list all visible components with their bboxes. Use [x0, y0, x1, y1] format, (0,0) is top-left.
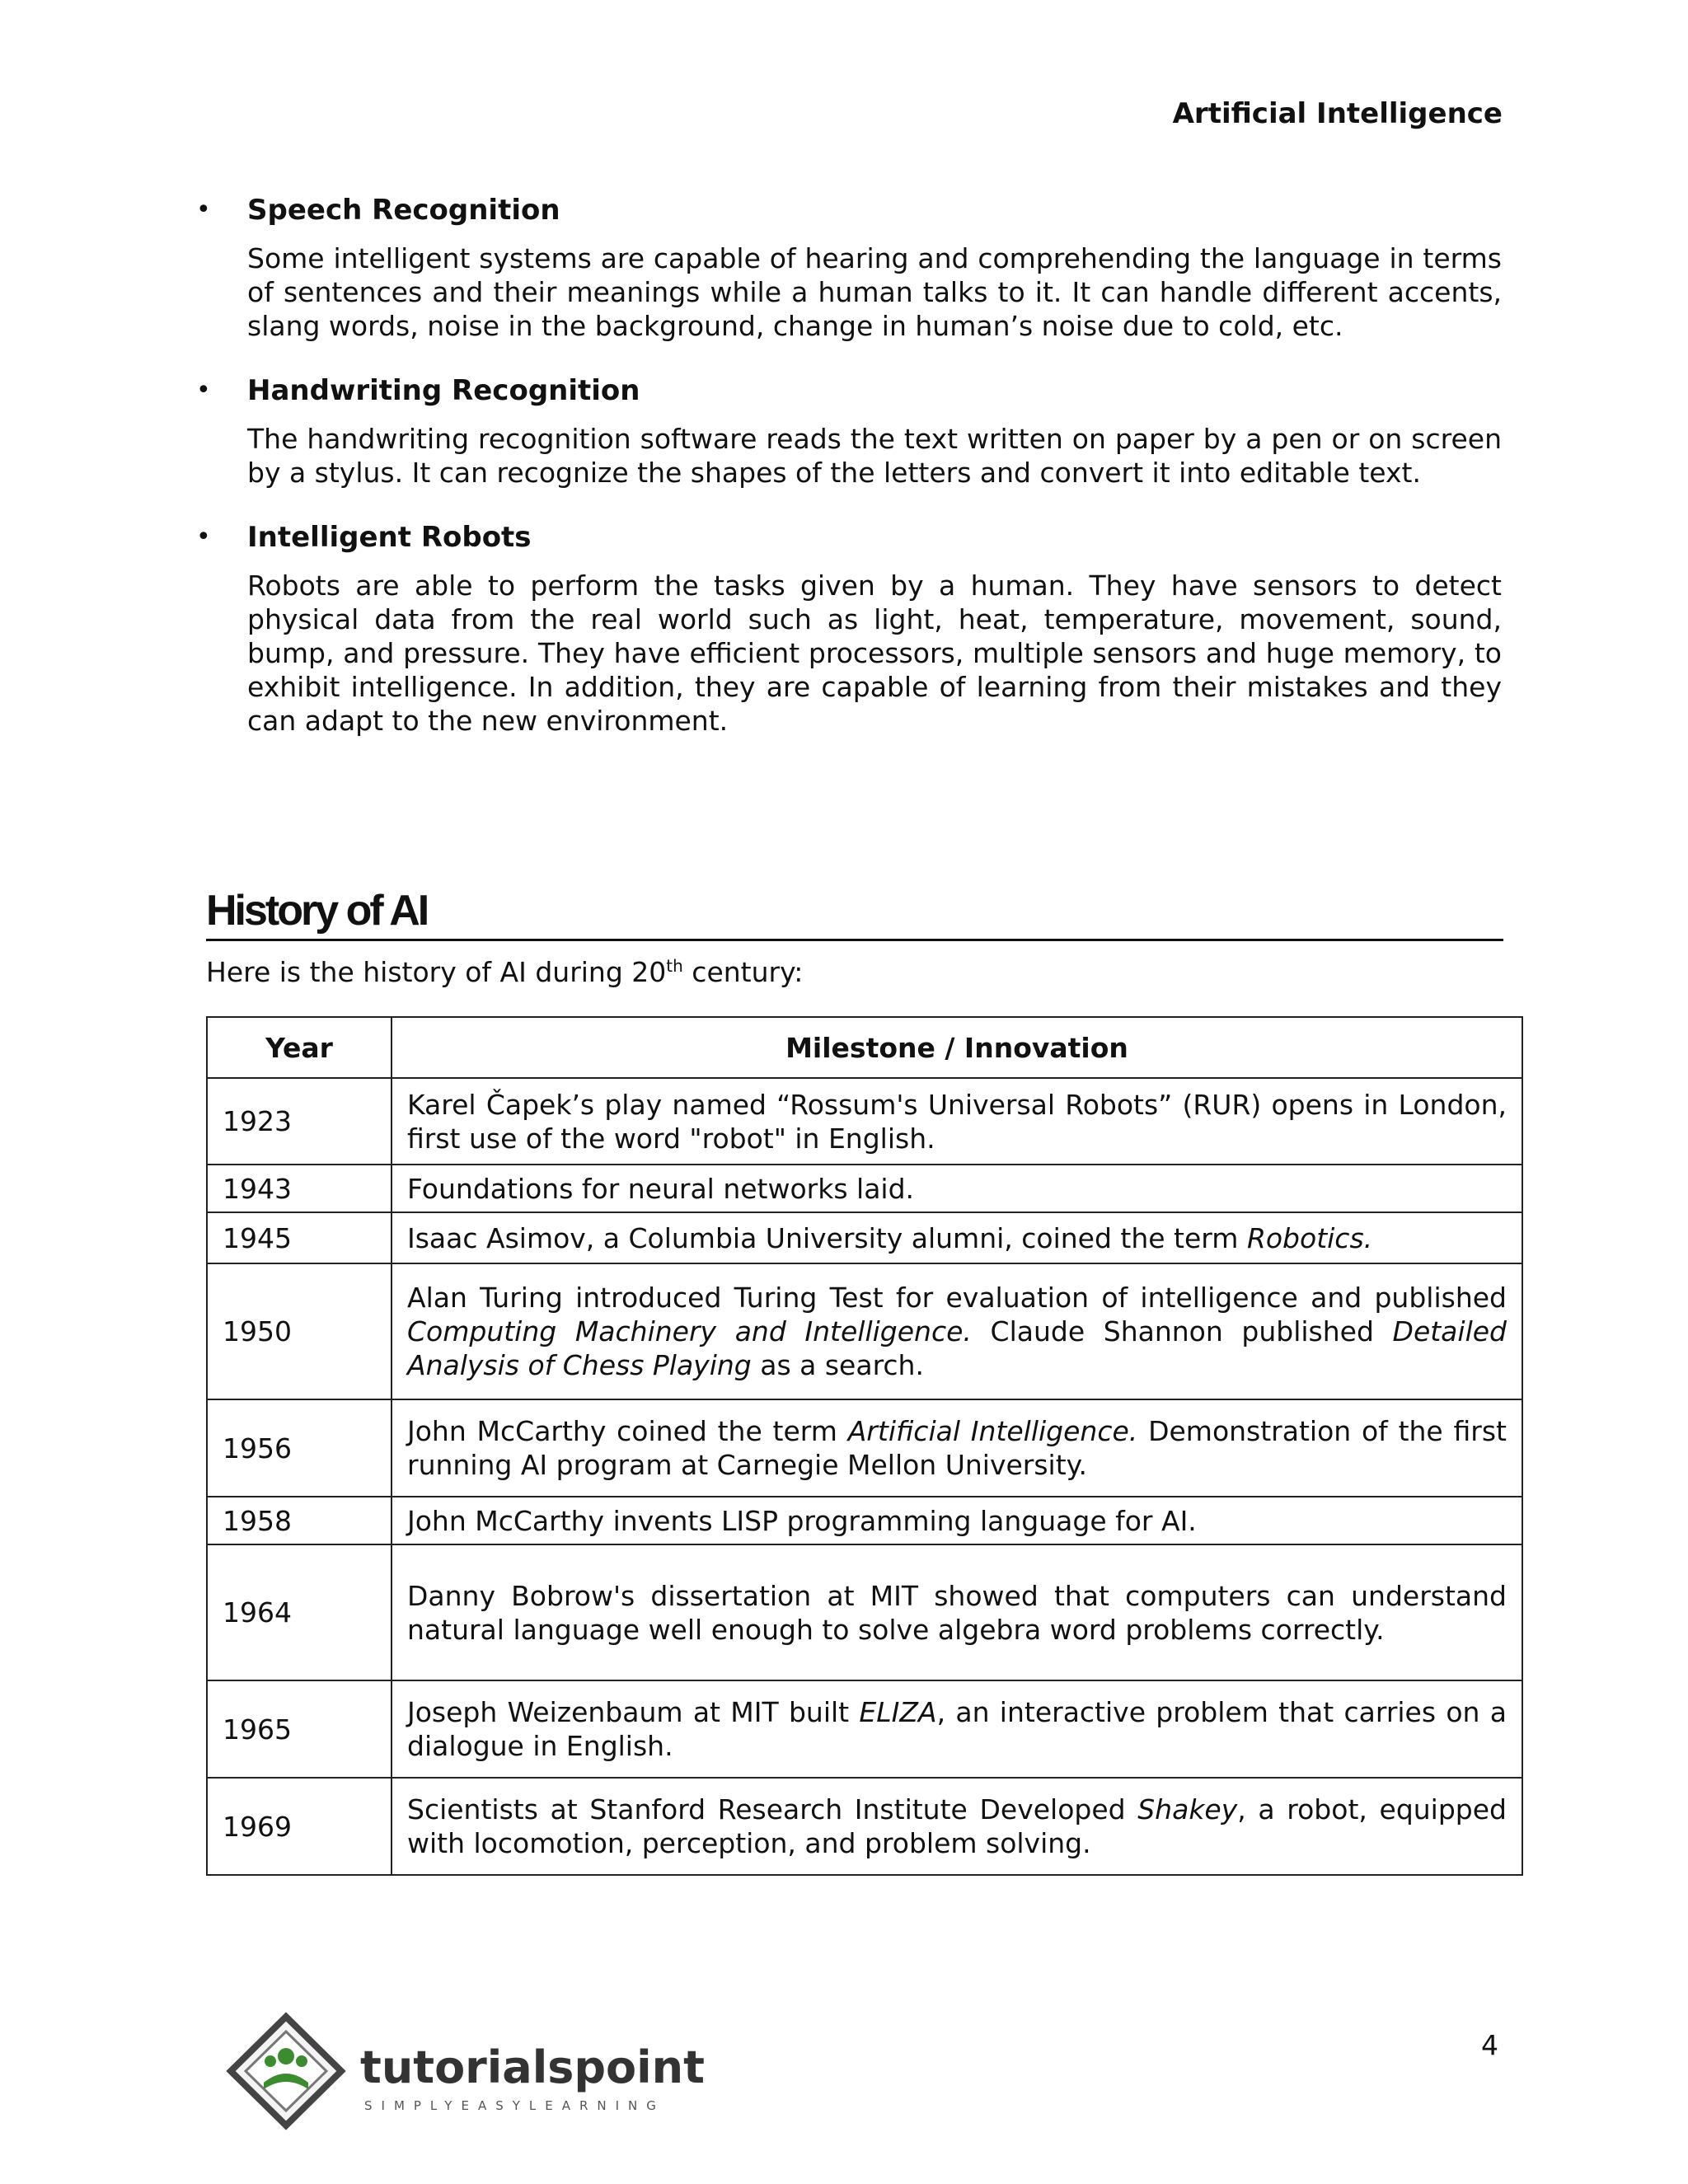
milestone-italic-text: Detailed Analysis of Chess Playing	[407, 1315, 1507, 1381]
milestone-cell	[392, 1497, 1522, 1544]
intro-text: Here is the history of AI during 20	[206, 956, 667, 988]
page-number: 4	[1481, 2029, 1498, 2061]
table-row	[207, 1778, 1522, 1875]
bullet-icon: •	[196, 523, 211, 551]
bullet-icon: •	[196, 195, 211, 224]
bullet-list	[196, 194, 1502, 769]
milestone-cell	[392, 1399, 1522, 1497]
table-row	[207, 1399, 1522, 1497]
milestone-italic-text: Computing Machinery and Intelligence.	[407, 1315, 972, 1347]
logo-diamond-icon	[231, 2017, 341, 2125]
milestone-cell	[392, 1212, 1522, 1263]
year-cell: 1965	[207, 1680, 392, 1778]
tutorialspoint-logo	[216, 2007, 727, 2130]
year-cell: 1923	[207, 1078, 392, 1165]
table-header-row	[207, 1017, 1522, 1078]
milestone-text: Danny Bobrow's dissertation at MIT showed that computers can understand natural language well enough to solve algebra word problems correctly.	[407, 1579, 1507, 1646]
milestone-cell	[392, 1680, 1522, 1778]
milestone-text: , an interactive problem that carries on a dialogue in English.	[407, 1696, 1507, 1762]
milestone-cell	[392, 1165, 1522, 1212]
year-cell: 1969	[207, 1778, 392, 1875]
year-cell: 1943	[207, 1165, 392, 1212]
milestone-text: John McCarthy coined the term	[407, 1415, 848, 1447]
milestone-text: Alan Turing introduced Turing Test for evaluation of intelligence and published	[407, 1282, 1507, 1314]
milestone-italic-text: ELIZA	[859, 1696, 937, 1728]
milestone-cell	[392, 1078, 1522, 1165]
history-intro	[206, 956, 803, 988]
milestone-text: Scientists at Stanford Research Institute Developed	[407, 1793, 1138, 1825]
milestone-text: , a robot, equipped with locomotion, perception, and problem solving.	[407, 1793, 1507, 1859]
intro-text-end: century:	[682, 956, 804, 988]
milestone-italic-text: Shakey	[1137, 1793, 1238, 1825]
year-cell: 1945	[207, 1212, 392, 1263]
bullet-text: Robots are able to perform the tasks given by a human. They have sensors to detect physical data from the real world such as light, heat, temperature, movement, sound, bump, and pressure. They have efficient processors, multiple sensors and huge memory, to exhibit intelligence. In addition, they are capable of learning from their mistakes and they can adapt to the new environment.	[247, 569, 1502, 737]
bullet-icon: •	[196, 376, 211, 405]
logo-tagline: SIMPLYEASYLEARNING	[364, 2098, 665, 2113]
bullet-text: The handwriting recognition software reads the text written on paper by a pen or on screen by a stylus. It can recognize the shapes of the letters and convert it into editable text.	[247, 423, 1502, 489]
logo-text: tutorialspoint	[360, 2041, 705, 2093]
table-row	[207, 1680, 1522, 1778]
milestone-text: as a search.	[751, 1349, 924, 1381]
column-header-milestone: Milestone / Innovation	[392, 1017, 1522, 1078]
milestone-italic-text: Robotics.	[1246, 1221, 1373, 1254]
history-section	[206, 886, 1503, 941]
table-body	[207, 1078, 1522, 1875]
milestone-text: Joseph Weizenbaum at MIT built	[407, 1696, 860, 1728]
table-row	[207, 1263, 1522, 1399]
milestone-text: Isaac Asimov, a Columbia University alumni, coined the term	[407, 1221, 1247, 1254]
running-header: Artificial Intelligence	[1172, 97, 1503, 130]
milestone-text: Claude Shannon published	[971, 1315, 1393, 1347]
milestone-text: Karel Čapek’s play named “Rossum's Universal Robots” (RUR) opens in London, first use of the word "robot" in English.	[407, 1088, 1507, 1155]
table-row	[207, 1497, 1522, 1544]
intro-superscript: th	[666, 956, 683, 976]
bullet-item	[196, 374, 1502, 490]
year-cell: 1964	[207, 1544, 392, 1680]
milestone-cell	[392, 1263, 1522, 1399]
bullet-title: Speech Recognition	[247, 194, 560, 227]
year-cell: 1958	[207, 1497, 392, 1544]
milestone-text: Demonstration of the first running AI program at Carnegie Mellon University.	[407, 1415, 1507, 1481]
milestone-italic-text: Artificial Intelligence.	[847, 1415, 1138, 1447]
year-cell: 1950	[207, 1263, 392, 1399]
bullet-title: Handwriting Recognition	[247, 374, 640, 407]
column-header-year: Year	[207, 1017, 392, 1078]
table-row	[207, 1078, 1522, 1165]
section-heading: History of AI	[206, 886, 1503, 941]
milestone-text: John McCarthy invents LISP programming language for AI.	[407, 1504, 1197, 1537]
bullet-title: Intelligent Robots	[247, 521, 532, 554]
table-row	[207, 1544, 1522, 1680]
milestone-cell	[392, 1778, 1522, 1875]
bullet-item	[196, 194, 1502, 343]
bullet-item	[196, 521, 1502, 738]
table-row	[207, 1165, 1522, 1212]
logo-wordmark	[360, 2041, 705, 2093]
year-cell: 1956	[207, 1399, 392, 1497]
milestone-cell	[392, 1544, 1522, 1680]
history-table	[206, 1016, 1523, 1876]
milestone-text: Foundations for neural networks laid.	[407, 1172, 915, 1205]
bullet-text: Some intelligent systems are capable of hearing and comprehending the language in terms of sentences and their meanings while a human talks to it. It can handle different accents, slang words, noise in the background, change in human’s noise due to cold, etc.	[247, 242, 1502, 342]
table-row	[207, 1212, 1522, 1263]
